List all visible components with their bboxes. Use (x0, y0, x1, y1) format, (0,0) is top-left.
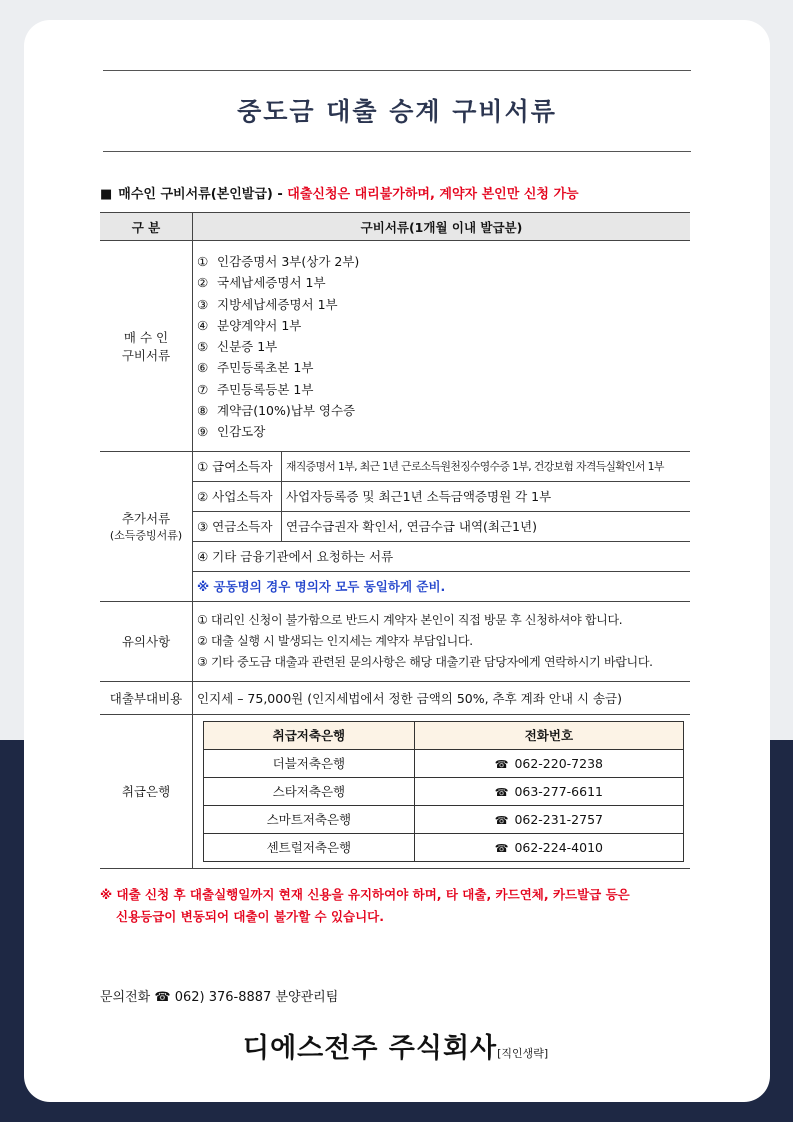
contact-team: 분양관리팀 (275, 990, 339, 1005)
list-item: ④ 분양계약서 1부 (197, 317, 302, 333)
table-row (204, 805, 684, 833)
banks-cell (193, 714, 691, 868)
table-row (193, 541, 690, 571)
table-row (204, 749, 684, 777)
list-item: ③ 기타 중도금 대출과 관련된 문의사항은 해당 대출기관 담당자에게 연락하시기 바랍니다. (197, 654, 653, 669)
list-item: ⑧ 계약금(10%)납부 영수증 (197, 403, 356, 419)
section-warning: 대출신청은 대리불가하며, 계약자 본인만 신청 가능 (287, 187, 579, 202)
phone-icon: ☎ (494, 785, 509, 799)
income-type: ③ 연금소득자 (193, 511, 282, 541)
buyer-label-line1: 매 수 인 (123, 329, 169, 345)
table-row (193, 481, 690, 511)
bank-name: 센트럴저축은행 (204, 833, 415, 861)
banks-header-name: 취급저축은행 (204, 721, 415, 749)
income-docs: 사업자등록증 및 최근1년 소득금액증명원 각 1부 (282, 481, 691, 511)
table-row (193, 452, 690, 482)
fee-label: 대출부대비용 (100, 681, 193, 714)
extra-label (100, 451, 193, 601)
phone-icon: ☎ (494, 813, 509, 827)
caution-label: 유의사항 (100, 601, 193, 681)
bank-name: 더블저축은행 (204, 749, 415, 777)
list-item: ② 대출 실행 시 발생되는 인지세는 계약자 부담입니다. (197, 633, 473, 648)
list-item: ③ 지방세납세증명서 1부 (197, 296, 338, 312)
credit-warning-line1: ※ 대출 신청 후 대출실행일까지 현재 신용을 유지하여야 하며, 타 대출, 카드연체, 카드발급 등은 (100, 887, 630, 902)
income-type: ② 사업소득자 (193, 481, 282, 511)
contact-label: 문의전화 (100, 990, 151, 1005)
bank-name: 스마트저축은행 (204, 805, 415, 833)
list-item: ⑦ 주민등록등본 1부 (197, 381, 314, 397)
bank-phone: ☎ 062-224-4010 (414, 833, 683, 861)
buyer-label-line2: 구비서류 (121, 347, 171, 363)
banks-table (203, 721, 684, 862)
buyer-documents-list (193, 241, 691, 452)
extra-row (100, 451, 690, 601)
documents-table (100, 212, 690, 869)
buyer-label (100, 241, 193, 452)
income-docs: 재직증명서 1부, 최근 1년 근로소득원천징수영수증 1부, 건강보험 자격득실확인서 1부 (282, 452, 691, 482)
list-item: ⑤ 신분증 1부 (197, 339, 278, 355)
section-heading (100, 183, 579, 202)
extra-label-line1: 추가서류 (121, 511, 171, 527)
buyer-row (100, 241, 690, 452)
banks-label: 취급은행 (100, 714, 193, 868)
company-name: 디에스전주 주식회사 (243, 1033, 498, 1064)
bank-phone: ☎ 062-220-7238 (414, 749, 683, 777)
contact-phone: 062) 376-8887 (174, 990, 272, 1005)
banks-row (100, 714, 690, 868)
credit-warning (100, 884, 700, 928)
page-title: 중도금 대출 승계 구비서류 (237, 97, 557, 126)
income-docs: 연금수급권자 확인서, 연금수급 내역(최근1년) (282, 511, 691, 541)
credit-warning-line2: 신용등급이 변동되어 대출이 불가할 수 있습니다. (116, 909, 385, 924)
joint-owner-note: ※ 공동명의 경우 명의자 모두 동일하게 준비. (197, 579, 446, 595)
table-header-category: 구 분 (100, 213, 193, 241)
caution-row (100, 601, 690, 681)
extra-label-line2: (소득증빙서류) (109, 529, 183, 543)
table-row (204, 833, 684, 861)
list-item: ⑨ 인감도장 (197, 424, 266, 440)
section-heading-text: 매수인 구비서류(본인발급) - (118, 187, 283, 202)
table-row (204, 777, 684, 805)
table-row (193, 571, 690, 601)
banks-header-phone: 전화번호 (414, 721, 683, 749)
table-header-documents: 구비서류(1개월 이내 발급분) (193, 213, 691, 241)
fee-row (100, 681, 690, 714)
phone-icon: ☎ (494, 841, 509, 855)
table-row (193, 511, 690, 541)
phone-icon: ☎ (154, 990, 171, 1005)
square-bullet-icon: ■ (100, 187, 113, 202)
list-item: ① 대리인 신청이 불가함으로 반드시 계약자 본인이 직접 방문 후 신청하셔야 합니다. (197, 612, 623, 627)
title-bottom-rule (103, 151, 691, 152)
bank-name: 스타저축은행 (204, 777, 415, 805)
contact-info (100, 986, 338, 1005)
income-type: ① 급여소득자 (193, 452, 282, 482)
fee-text: 인지세 – 75,000원 (인지세법에서 정한 금액의 50%, 추후 계좌 안내 시 송금) (193, 681, 691, 714)
caution-list (193, 601, 691, 681)
list-item: ⑥ 주민등록초본 1부 (197, 360, 314, 376)
other-docs: ④ 기타 금융기관에서 요청하는 서류 (193, 541, 690, 571)
bank-phone: ☎ 063-277-6611 (414, 777, 683, 805)
bank-phone: ☎ 062-231-2757 (414, 805, 683, 833)
phone-icon: ☎ (494, 757, 509, 771)
extra-documents (193, 451, 691, 601)
seal-note: [직인생략] (497, 1047, 549, 1060)
list-item: ① 인감증명서 3부(상가 2부) (197, 254, 360, 269)
title-top-rule (103, 70, 691, 71)
list-item: ② 국세납세증명서 1부 (197, 275, 326, 291)
company-signature (243, 1026, 548, 1065)
income-proof-table (193, 452, 690, 601)
